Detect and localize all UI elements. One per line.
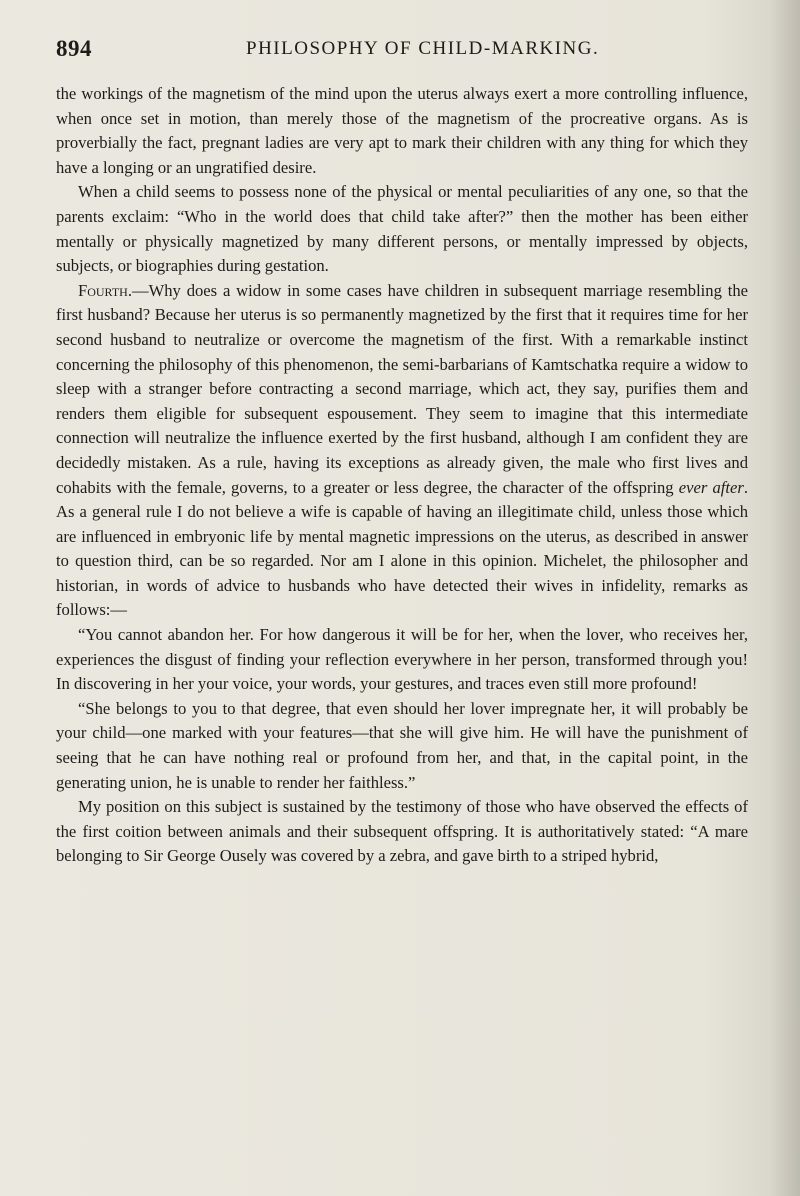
paragraph-3 bbox=[56, 279, 748, 623]
quotation-paragraph-1: “You cannot abandon her. For how dangerous it will be for her, when the lover, who receives her, experiences the disgust of finding your reflection everywhere in her person, transformed through you! In discovering in her your voice, your words, your gestures, and traces even still more profound! bbox=[56, 625, 748, 694]
paragraph-3-text-a: —Why does a widow in some cases have children in subsequent marriage resembling the first husband? Because her uterus is so permanently magnetized by the first that it requires time for her second husband to neutralize or overcome the magnetism of the first. With a remarkable instinct concerning the philosophy of this phenomenon, the semi-barbarians of Kamtschatka require a widow to sleep with a stranger before contracting a second marriage, which act, they say, purifies them and renders them eligible for subsequent espousement. They seem to imagine that this intermediate connection will neutralize the influence exerted by the first husband, although I am confident they are decidedly mistaken. As a rule, having its exceptions as already given, the male who first lives and cohabits with the female, governs, to a greater or less degree, the character of the offspring bbox=[56, 280, 748, 497]
paragraph-2: When a child seems to possess none of the physical or mental peculiarities of any one, so that the parents exclaim: “Who in the world does that child take after?” then the mother has been either mentally or physically magnetized by many different persons, or mentally impressed by objects, subjects, or biographies during gestation. bbox=[56, 182, 748, 276]
running-head: PHILOSOPHY OF CHILD-MARKING. bbox=[246, 38, 600, 59]
paragraph-6: My position on this subject is sustained by the testimony of those who have observed the effects of the first coition between animals and their subsequent offspring. It is authoritatively stated: “A mare belonging to Sir George Ousely was covered by a zebra, and gave birth to a striped hybrid, bbox=[56, 797, 748, 866]
page-edge-shadow bbox=[770, 0, 800, 1196]
page-number: 894 bbox=[56, 36, 92, 61]
body-text bbox=[56, 82, 748, 869]
page-header bbox=[56, 36, 746, 64]
emphasis-ever-after: ever after bbox=[678, 477, 744, 497]
section-label-fourth: Fourth. bbox=[78, 280, 132, 300]
paragraph-1: the workings of the magnetism of the mind upon the uterus always exert a more controlling influence, when once set in motion, than merely those of the magnetism of the procreative organs. As is proverbially the fact, pregnant ladies are very apt to mark their children with any thing for which they have a longing or an ungratified desire. bbox=[56, 84, 748, 177]
paragraph-3-text-b: . As a general rule I do not believe a wife is capable of having an illegitimate child, unless those which are influenced in embryonic life by mental magnetic impressions on the uterus, as described in answer to question third, can be so regarded. Nor am I alone in this opinion. Michelet, the philosopher and historian, in words of advice to husbands who have detected their wives in infidelity, remarks as follows:— bbox=[56, 477, 748, 620]
quotation-paragraph-2: “She belongs to you to that degree, that even should her lover impregnate her, it will probably be your child—one marked with your features—that she will give him. He will have the punishment of seeing that he can have nothing real or profound from her, and that, in the capital point, in the generating union, he is unable to render her faithless.” bbox=[56, 698, 748, 792]
